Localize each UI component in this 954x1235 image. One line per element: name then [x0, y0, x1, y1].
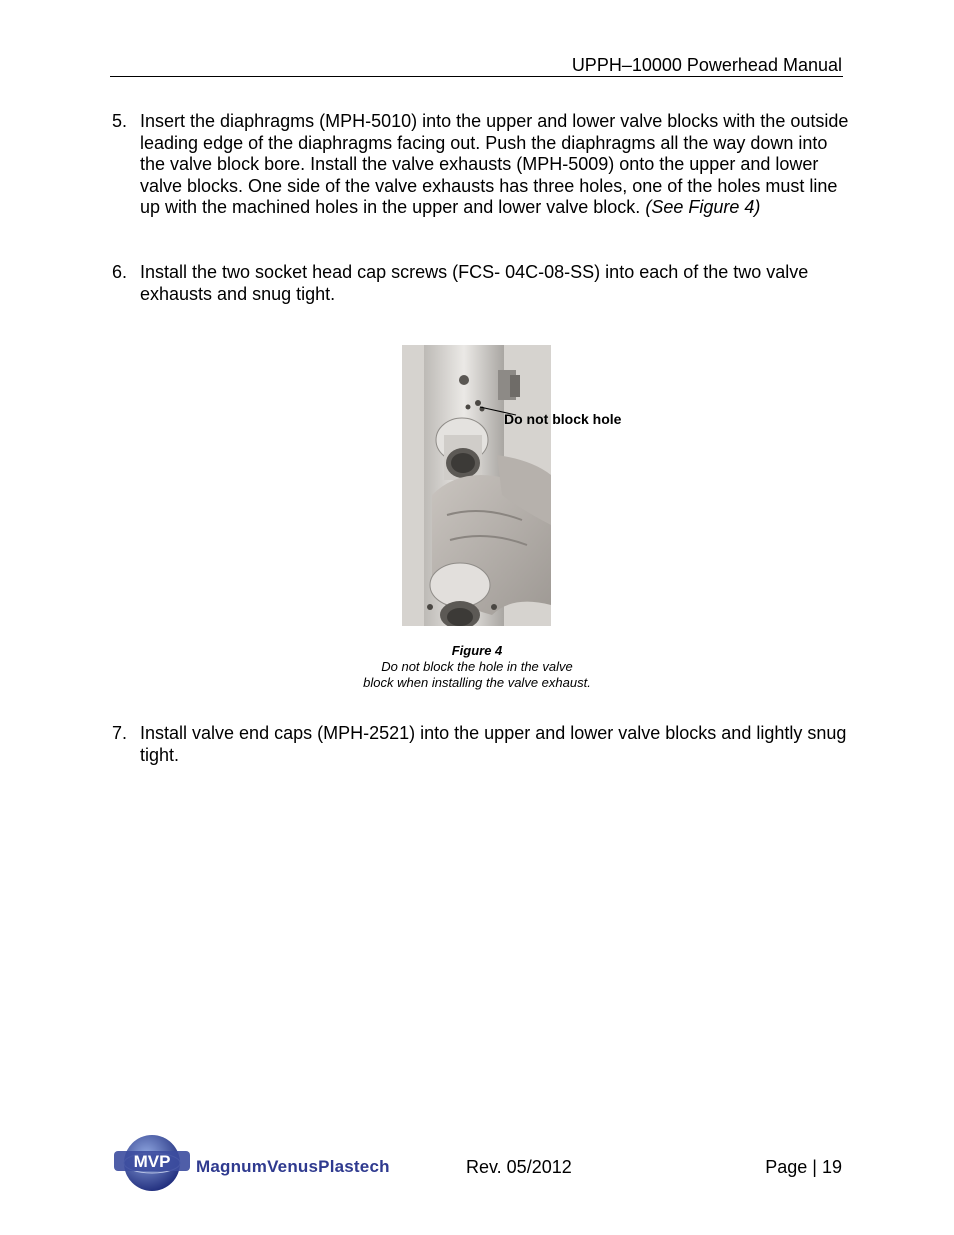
- header-title: UPPH–10000 Powerhead Manual: [571, 55, 842, 75]
- footer-page-number: Page | 19: [765, 1157, 842, 1177]
- valve-block-photo-illustration: [402, 345, 551, 626]
- step-number: 5.: [112, 111, 128, 131]
- step-5: [112, 111, 852, 219]
- figure-reference: (See Figure 4): [645, 197, 761, 218]
- step-text: Insert the diaphragms (MPH-5010) into the upper and lower valve blocks with the outside leading edge of the diaphragms facing out. Push the diaphragms all the way down into the valve block bore. Install the valve exhausts (MPH-5009) onto the upper and lower valve blocks. One side of the valve exhausts has three holes, one of the holes must line up with the machined holes in the upper and lower valve block. (See Figure 4): [140, 111, 849, 218]
- step-number: 7.: [112, 723, 128, 743]
- step-7: [112, 723, 852, 766]
- step-text: Install the two socket head cap screws (FCS- 04C-08-SS) into each of the two valve exhausts and snug tight.: [140, 262, 809, 304]
- step-text: Install valve end caps (MPH-2521) into the upper and lower valve blocks and lightly snug tight.: [140, 723, 847, 765]
- figure-callout: Do not block hole: [504, 411, 622, 427]
- figure-caption: [300, 643, 654, 691]
- footer-revision: Rev. 05/2012: [466, 1157, 572, 1177]
- figure-caption-line: Do not block the hole in the valve: [381, 659, 573, 674]
- footer-brand: MagnumVenusPlastech: [196, 1157, 390, 1176]
- logo-monogram: MVP: [133, 1152, 171, 1171]
- step-number: 6.: [112, 262, 128, 282]
- step-6: [112, 262, 852, 305]
- mvp-globe-logo: [112, 1133, 196, 1193]
- figure-caption-title: Figure 4: [451, 643, 503, 658]
- header-divider: [110, 76, 843, 77]
- figure-4-photo: [402, 345, 551, 626]
- figure-caption-line: block when installing the valve exhaust.: [363, 675, 591, 690]
